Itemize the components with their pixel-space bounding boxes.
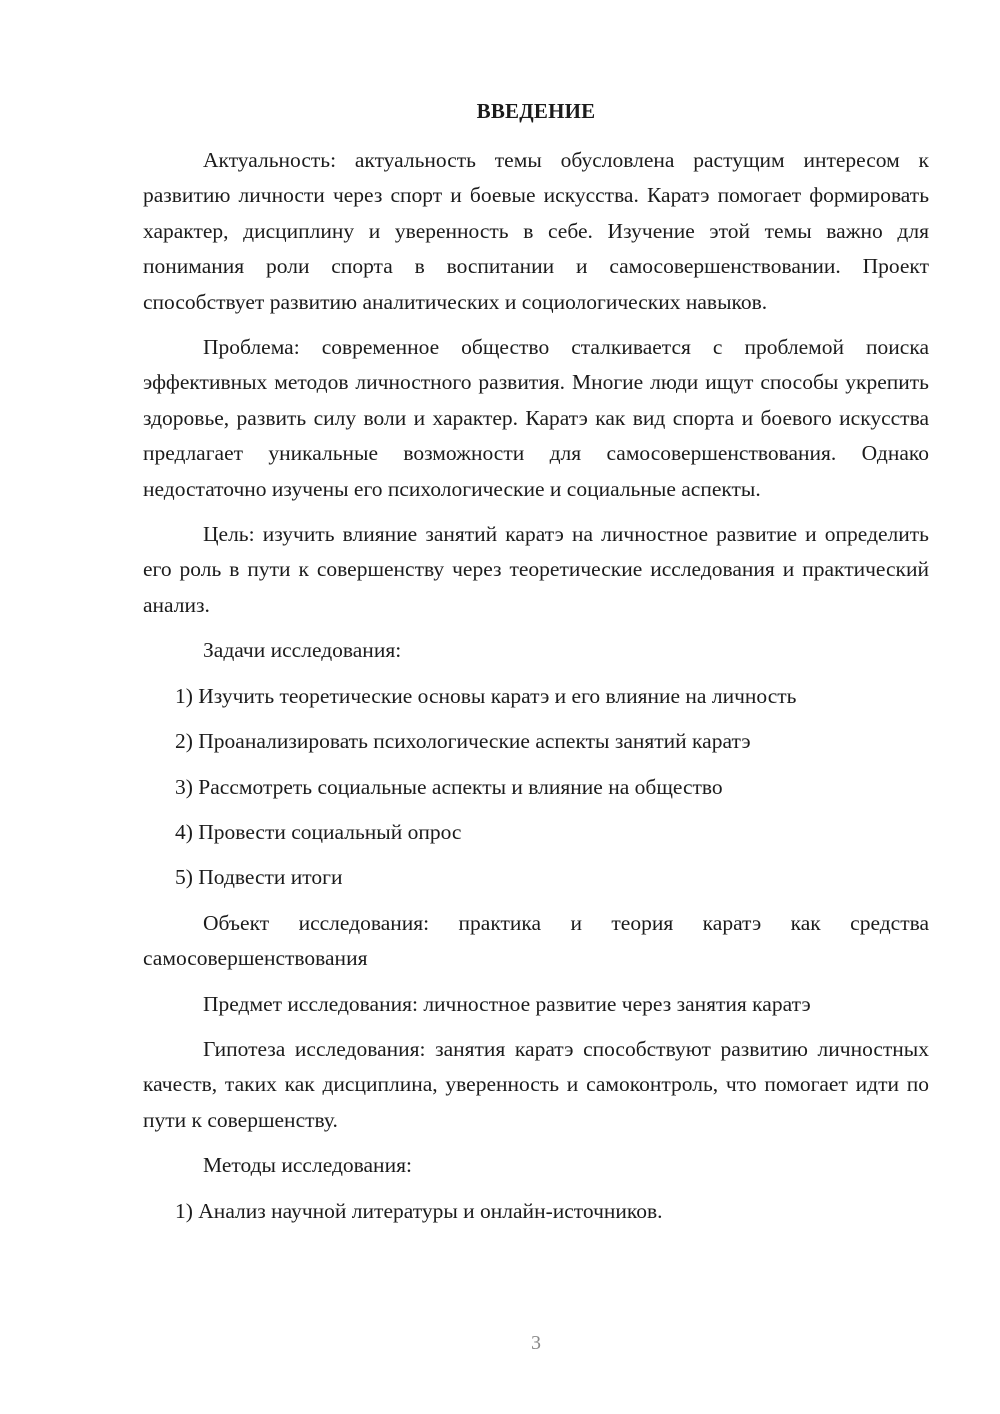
- goal-paragraph: Цель: изучить влияние занятий каратэ на личностное развитие и определить его роль в пути к совершенству через теоретические исследования и практический анализ.: [143, 522, 929, 617]
- task-item: 1) Изучить теоретические основы каратэ и его влияние на личность: [175, 683, 797, 708]
- task-item: 3) Рассмотреть социальные аспекты и влияние на общество: [175, 774, 723, 799]
- hypothesis-paragraph: Гипотеза исследования: занятия каратэ способствуют развитию личностных качеств, таких как дисциплина, уверенность и самоконтроль, что помогает идти по пути к совершенству.: [143, 1036, 929, 1132]
- task-item: 2) Проанализировать психологические аспекты занятий каратэ: [175, 729, 751, 754]
- relevance-paragraph: Актуальность: актуальность темы обусловлена растущим интересом к развитию личности через спорт и боевые искусства. Каратэ помогает формировать характер, дисциплину и уверенность в себе. Изучение этой темы важно для понимания роли спорта в воспитании и самосовершенствовании. Проект способствует развитию аналитических и социологических навыков.: [143, 148, 929, 314]
- page-title: ВВЕДЕНИЕ: [476, 99, 596, 123]
- document-body: [143, 143, 929, 1239]
- method-item: 1) Анализ научной литературы и онлайн-источников.: [175, 1198, 663, 1223]
- task-item: 4) Провести социальный опрос: [175, 819, 462, 844]
- task-item: 5) Подвести итоги: [175, 865, 343, 890]
- tasks-heading: Задачи исследования:: [203, 638, 402, 663]
- subject-paragraph: Предмет исследования: личностное развитие через занятия каратэ: [203, 991, 811, 1016]
- problem-paragraph: Проблема: современное общество сталкивается с проблемой поиска эффективных методов личностного развития. Многие люди ищут способы укрепить здоровье, развить силу воли и характер. Каратэ как вид спорта и боевого искусства предлагает уникальные возможности для самосовершенствования. Однако недостаточно изучены его психологические и социальные аспекты.: [143, 335, 929, 501]
- object-paragraph: Объект исследования: практика и теория каратэ как средства самосовершенствования: [143, 910, 929, 971]
- methods-heading: Методы исследования:: [203, 1153, 412, 1178]
- page-number: 3: [531, 1332, 541, 1354]
